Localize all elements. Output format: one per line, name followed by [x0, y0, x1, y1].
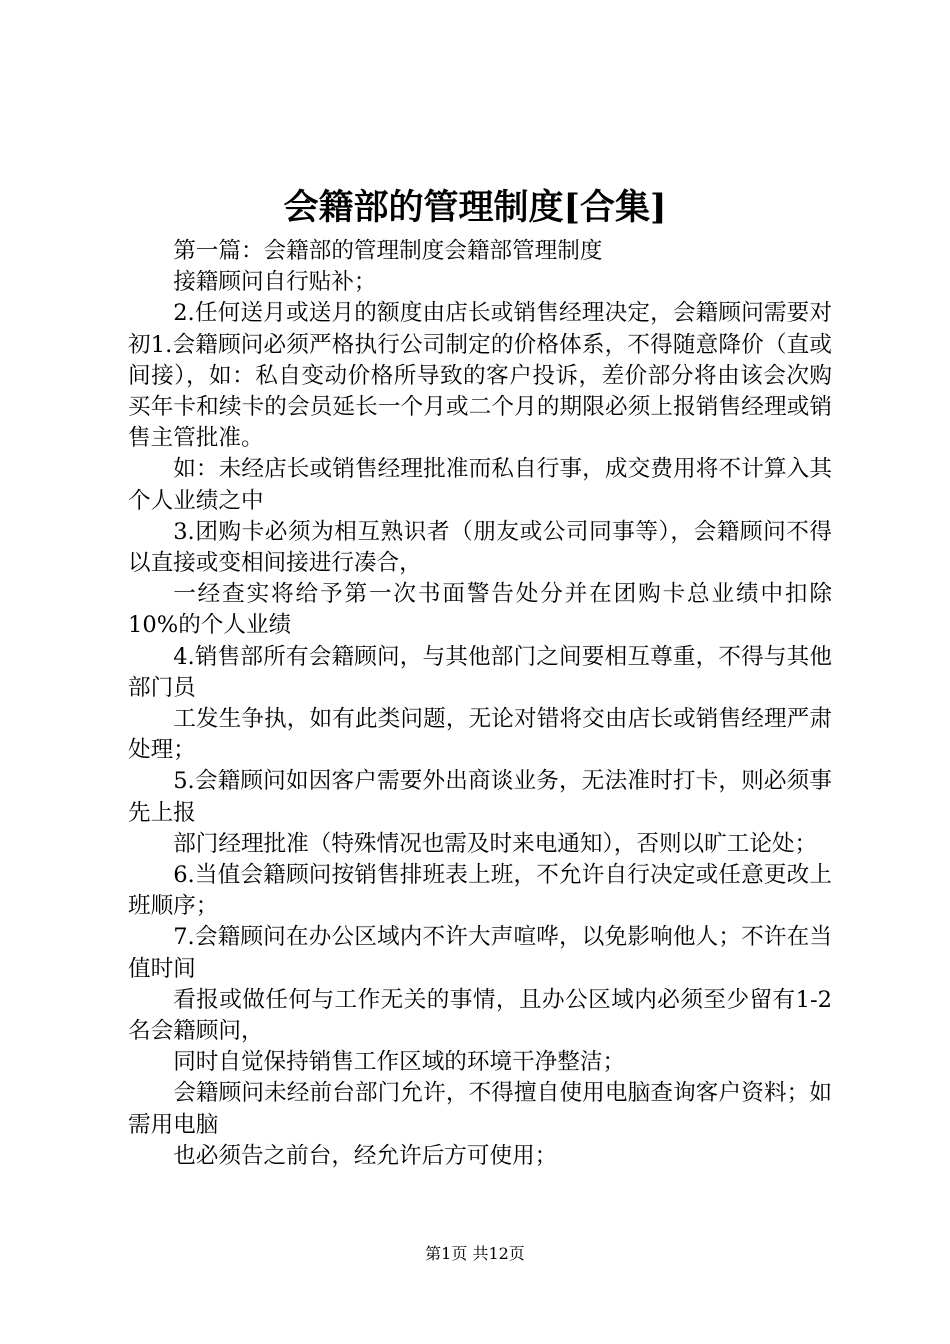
- page-footer: 第1页 共12页: [425, 1244, 525, 1263]
- paragraph: 7.会籍顾问在办公区域内不许大声喧哗，以免影响他人；不许在当值时间: [128, 924, 832, 982]
- paragraph: 接籍顾问自行贴补；: [173, 269, 377, 296]
- paragraph: 6.当值会籍顾问按销售排班表上班，不允许自行决定或任意更改上班顺序；: [128, 862, 832, 920]
- paragraph: 5.会籍顾问如因客户需要外出商谈业务，无法准时打卡，则必须事先上报: [128, 768, 832, 826]
- paragraph: 3.团购卡必须为相互熟识者（朋友或公司同事等），会籍顾问不得以直接或变相间接进行凑合，: [128, 518, 832, 577]
- paragraph: 看报或做任何与工作无关的事情，且办公区域内必须至少留有1-2名会籍顾问，: [128, 986, 832, 1045]
- document-title: 会籍部的管理制度[合集]: [283, 187, 667, 228]
- paragraph: 第一篇：会籍部的管理制度会籍部管理制度: [173, 238, 603, 264]
- paragraph: 同时自觉保持销售工作区域的环境干净整洁；: [173, 1049, 626, 1076]
- paragraph: 一经查实将给予第一次书面警告处分并在团购卡总业绩中扣除10%的个人业绩: [128, 581, 832, 639]
- document-body: [128, 236, 832, 1172]
- paragraph: 2.任何送月或送月的额度由店长或销售经理决定，会籍顾问需要对初1.会籍顾问必须严格执行公司制定的价格体系，不得随意降价（直或间接），如：私自变动价格所导致的客户投诉，差价部分将由该会次购买年卡和续卡的会员延长一个月或二个月的期限必须上报销售经理或销售主管批准。: [128, 300, 832, 452]
- paragraph: 也必须告之前台，经允许后方可使用；: [173, 1142, 558, 1169]
- paragraph: 会籍顾问未经前台部门允许，不得擅自使用电脑查询客户资料；如需用电脑: [128, 1080, 832, 1138]
- paragraph: 如：未经店长或销售经理批准而私自行事，成交费用将不计算入其个人业绩之中: [128, 456, 832, 514]
- paragraph: 部门经理批准（特殊情况也需及时来电通知），否则以旷工论处；: [173, 830, 818, 857]
- paragraph: 工发生争执，如有此类问题，无论对错将交由店长或销售经理严肃处理；: [128, 706, 832, 764]
- paragraph: 4.销售部所有会籍顾问，与其他部门之间要相互尊重，不得与其他部门员: [128, 643, 832, 701]
